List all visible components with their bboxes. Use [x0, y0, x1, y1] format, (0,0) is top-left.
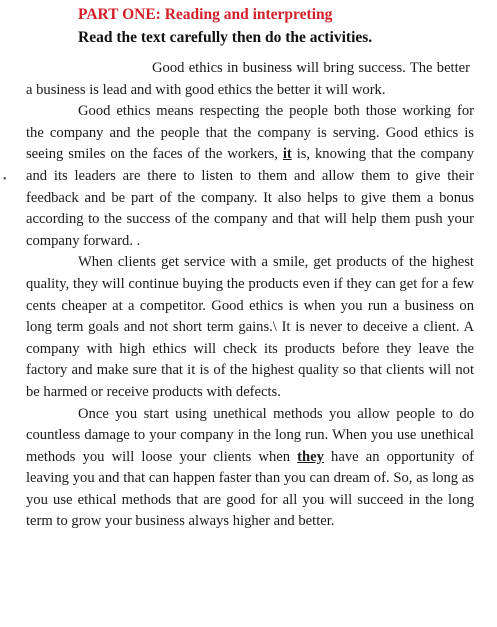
reading-text — [26, 58, 474, 533]
paragraph-2-text-b: is, knowing that the company and its leaders are there to listen to them and allow them to give their feedback and be part of the company. It also helps to give them a bonus according to the success of the company and that will help them push your company forward. . — [26, 146, 474, 249]
instruction-line: Read the text carefully then do the activities. — [78, 29, 373, 46]
paragraph-3-text: When clients get service with a smile, get products of the highest quality, they will continue buying the products even if they can get for a few cents cheaper at a competitor. Good ethics is when you run a business on long term goals and not short term gains.\ It is never to deceive a client. A company with high ethics will check its products before they leave the factory and make sure that it is of the highest quality so that clients will not be harmed or receive products with defects. — [26, 254, 474, 400]
margin-mark: • — [3, 174, 7, 185]
paragraph-4 — [26, 404, 474, 534]
paragraph-2 — [26, 101, 474, 252]
underlined-word-it: it — [282, 146, 292, 163]
paragraph-1 — [26, 58, 474, 101]
paragraph-4-text-a: Once you start using unethical methods you allow people to do countless damage to your company in the long run. When you use unethical methods you will loose your clients when — [26, 405, 474, 465]
paragraph-2-text-a: Good ethics means respecting the people both those working for the company and the people that the company is serving. Good ethics is seeing smiles on the faces of the workers, — [26, 103, 474, 163]
paragraph-3 — [26, 252, 474, 403]
paragraph-4-text-b: have an opportunity of leaving you and that can happen faster than you can dream of. So, as long as you use ethical methods that are good for all you will succeed in the long term to grow your business always higher and better. — [26, 448, 474, 530]
text-title-line: Good ethics in business will bring success. — [152, 60, 406, 76]
underlined-word-they: they — [297, 448, 324, 465]
paragraph-1-text: The better a business is lead and with good ethics the better it will work. — [26, 60, 471, 98]
part-title: PART ONE: Reading and interpreting — [78, 6, 333, 23]
